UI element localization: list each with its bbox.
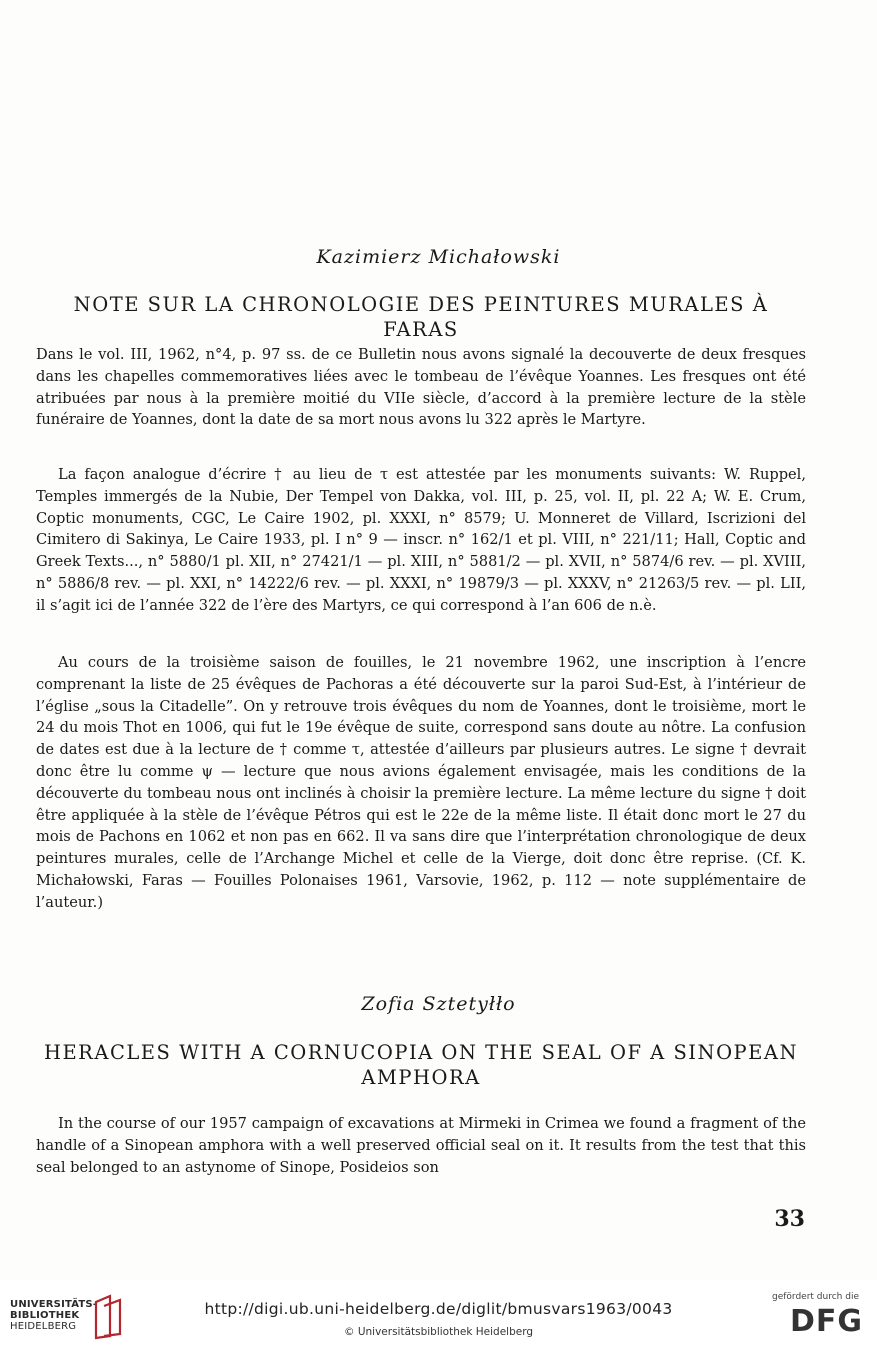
article1-paragraph-1: Dans le vol. III, 1962, n°4, p. 97 ss. de ce Bulletin nous avons signalé la decouverte de deux fresques dans les chapelles commemoratives liées avec le tombeau de l’évêque Yoannes. Les fresques ont été atribuées par nous à la première moitié du VIIe siècle, d’accord à la première lecture de la stèle funéraire de Yoannes, dont la date de sa mort nous avons lu 322 après le Martyre. — [36, 346, 806, 429]
article1-paragraph-3: Au cours de la troisième saison de fouilles, le 21 novembre 1962, une inscription à l’encre comprenant la liste de 25 évêques de Pachoras a été découverte sur la paroi Sud-Est, à l’intérieur de l’église „sous la Citadelle”. On y retrouve trois évêques du nom de Yoannes, dont le troisième, mort le 24 du mois Thot en 1006, qui fut le 19e évêque de suite, correspond sans doute au nôtre. La confusion de dates est due à la lecture de † comme τ, attestée d’ailleurs par plusieurs autres. Le signe † devrait donc être lu comme ψ — lecture que nous avions également envisagée, mais les conditions de la découverte du tombeau nous ont inclinés à choisir la première lecture. La même lecture du signe † doit être appliquée à la stèle de l’évêque Pétros qui est le 22e de la même liste. Il était donc mort le 27 du mois de Pachons en 1062 et non pas en 662. Il va sans dire que l’interprétation chronologique de deux peintures murales, celle de l’Archange Michel et celle de la Vierge, doit donc être reprise. (Cf. K. Michałowski, Faras — Fouilles Polonaises 1961, Varsovie, 1962, p. 112 — note supplémentaire de l’auteur.) — [36, 654, 806, 911]
article2-paragraph-1: In the course of our 1957 campaign of excavations at Mirmeki in Crimea we found a fragment of the handle of a Sinopean amphora with a well preserved official seal on it. It results from the test that this seal belonged to an astynome of Sinope, Posideios son — [36, 1115, 806, 1176]
article2-title: HERACLES WITH A CORNUCOPIA ON THE SEAL OF A SINOPEAN AMPHORA — [43, 1041, 799, 1089]
dfg-logo-icon: DFG — [789, 1304, 863, 1339]
article1-title: NOTE SUR LA CHRONOLOGIE DES PEINTURES MURALES À FARAS — [73, 293, 769, 341]
footer-bar — [0, 1280, 877, 1348]
page-number: 33 — [774, 1206, 805, 1232]
funder-caption: gefördert durch die — [772, 1292, 859, 1302]
article1-paragraph-2: La façon analogue d’écrire † au lieu de τ est attestée par les monuments suivants: W. Ruppel, Temples immergés de la Nubie, Der Tempel von Dakka, vol. III, p. 25, vol. II, pl. 22 A; W. E. Crum, Coptic monuments, CGC, Le Caire 1902, pl. XXXI, n° 8579; U. Monneret de Villard, Iscrizioni del Cimitero di Sakinya, Le Caire 1933, pl. I n° 9 — inscr. n° 162/1 et pl. VIII, n° 221/11; Hall, Coptic and Greek Texts..., n° 5880/1 pl. XII, n° 27421/1 — pl. XIII, n° 5881/2 — pl. XVII, n° 5874/6 rev. — pl. XVIII, n° 5886/8 rev. — pl. XXI, n° 14222/6 rev. — pl. XXXI, n° 19879/3 — pl. XXXV, n° 21263/5 rev. — pl. LII, il s’agit ici de l’année 322 de l’ère des Martyrs, ce qui correspond à l’an 606 de n.è. — [36, 466, 806, 614]
article2-author: Zofia Sztetyłło — [361, 993, 516, 1015]
copyright-notice: © Universitätsbibliothek Heidelberg — [343, 1326, 533, 1338]
library-name: UNIVERSITÄTS- BIBLIOTHEK HEIDELBERG — [10, 1299, 98, 1332]
source-url-link[interactable]: http://digi.ub.uni-heidelberg.de/diglit/bmusvars1963/0043 — [204, 1300, 673, 1318]
article1-author: Kazimierz Michałowski — [316, 246, 561, 268]
